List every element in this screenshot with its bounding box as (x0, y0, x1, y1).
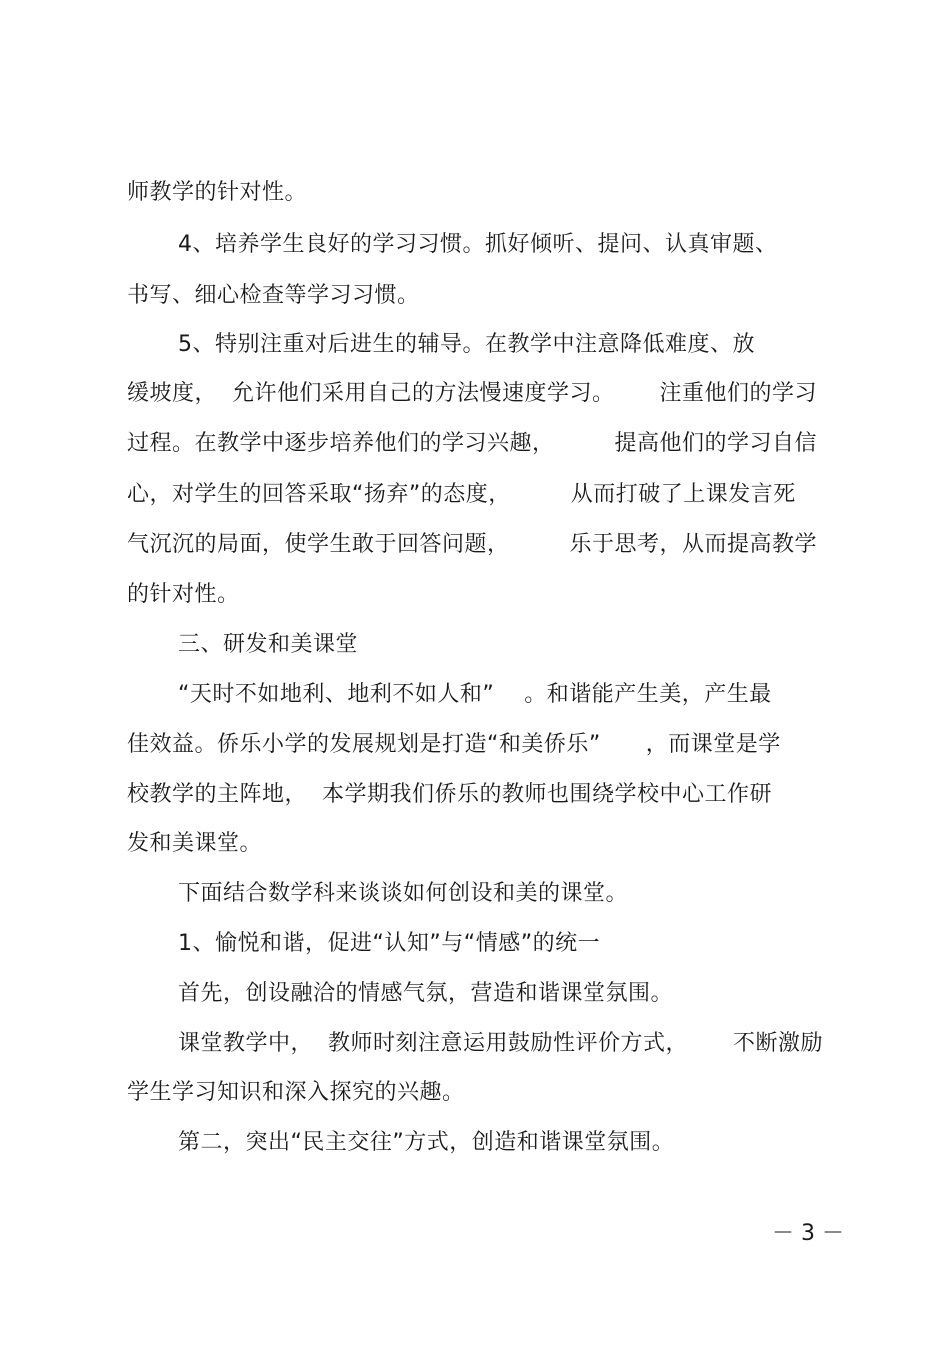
text-line: 书写、细心检查等学习习惯。 (127, 283, 420, 308)
text-line: “天时不如地利、地利不如人和” 。和谐能产生美，产生最 (178, 682, 772, 707)
page-number: － 3 － (772, 1221, 844, 1246)
text-line: 4、培养学生良好的学习习惯。抓好倾听、提问、认真审题、 (178, 232, 778, 257)
text-line: 校教学的主阵地， 本学期我们侨乐的教师也围绕学校中心工作研 (127, 782, 772, 807)
text-line: 首先，创设融洽的情感气氛，营造和谐课堂氛围。 (178, 981, 674, 1006)
text-line: 气沉沉的局面，使学生敢于回答问题， 乐于思考，从而提高教学 (127, 532, 817, 557)
text-line: 学生学习知识和深入探究的兴趣。 (127, 1080, 465, 1105)
text-line: 的针对性。 (127, 582, 240, 607)
text-line: 师教学的针对性。 (127, 180, 308, 205)
text-line: 佳效益。侨乐小学的发展规划是打造“和美侨乐” ，而课堂是学 (127, 732, 781, 757)
text-line: 第二，突出“民主交往”方式，创造和谐课堂氛围。 (178, 1130, 675, 1155)
text-line: 5、特别注重对后进生的辅导。在教学中注意降低难度、放 (178, 332, 755, 357)
section-heading: 三、研发和美课堂 (178, 632, 359, 657)
text-line: 下面结合数学科来谈谈如何创设和美的课堂。 (178, 881, 629, 906)
text-line: 过程。在教学中逐步培养他们的学习兴趣， 提高他们的学习自信 (127, 431, 817, 456)
text-line: 课堂教学中， 教师时刻注意运用鼓励性评价方式， 不断激励 (178, 1031, 823, 1056)
text-line: 1、愉悦和谐，促进“认知”与“情感”的统一 (178, 931, 601, 956)
text-line: 缓坡度， 允许他们采用自己的方法慢速度学习。 注重他们的学习 (127, 381, 817, 406)
text-line: 心，对学生的回答采取“扬弃”的态度， 从而打破了上课发言死 (127, 482, 796, 507)
text-line: 发和美课堂。 (127, 831, 263, 856)
